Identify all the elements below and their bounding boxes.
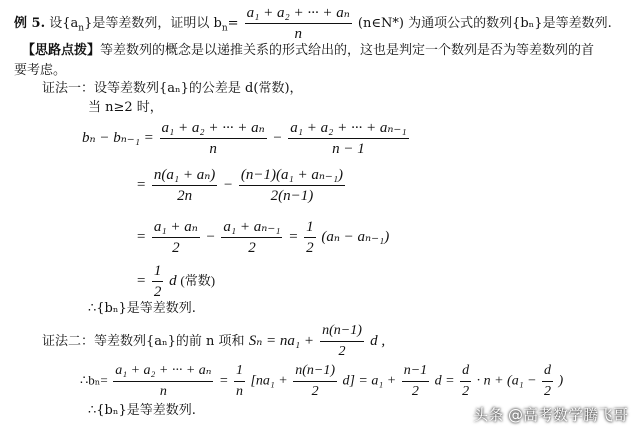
- proof2-frac-4: $\frac{n-1}{2}$: [403, 363, 428, 399]
- proof1-frac-half: $\frac{1}{2}$: [306, 219, 314, 256]
- proof1-frac-2: $\frac{\text{a₁ + a₂ + ··· + aₙ₋₁}}{n - 1}$: [290, 120, 407, 157]
- proof1-frac-1: $\frac{\text{a₁ + a₂ + ··· + aₙ}}{n}$: [161, 120, 265, 157]
- proof2-eq: ∴bₙ= $\frac{\text{a₁ + a₂ + ··· + aₙ}}{n}$ = $\frac{1}{n}$ [na₁ + $\frac{n(n-1)}{2}$ d] = a₁ + $\frac{n-1}{2}$ d = $\frac{d}{2}$ · n + (a₁ − $\frac{d}{2}$ ): [80, 363, 564, 399]
- example-label: 例 5.: [14, 16, 46, 31]
- example-fraction: $\frac{\text{a₁ + a₂ + ··· + aₙ}}{n}$: [246, 5, 350, 42]
- proof2-conclusion: ∴{bₙ}是等差数列.: [88, 403, 196, 418]
- proof1-frac-half-2: $\frac{1}{2}$: [153, 263, 162, 300]
- hint-label: 【思路点拨】: [22, 43, 101, 58]
- proof1-eq-2: = $\frac{\text{n(a₁ + aₙ)}}{2n}$ − $\frac{\text{(n−1)(a₁ + aₙ₋₁)}}{2(n-1)}$: [136, 167, 344, 204]
- proof2-frac-sn: $\frac{n(n-1)}{2}$: [322, 323, 362, 359]
- example-statement: 例 5. 设$\{a_n\}$是等差数列，证明以 $b_n=$ $\frac{\text{a₁ + a₂ + ··· + aₙ}}{n}$ (n∈N*) 为通项公式的数列{bₙ}是等差数列.: [14, 5, 612, 42]
- example-post: 为通项公式的数列{bₙ}是等差数列.: [408, 16, 612, 31]
- proof2-frac-5: $\frac{d}{2}$: [462, 363, 470, 399]
- proof2-frac-6: $\frac{d}{2}$: [544, 363, 552, 399]
- hint-line-2: 要考虑。: [14, 63, 67, 78]
- proof1-eq-3: = $\frac{\text{a₁ + aₙ}}{2}$ − $\frac{\text{a₁ + aₙ₋₁}}{2}$ = $\frac{1}{2}$ (aₙ − aₙ₋₁): [136, 219, 390, 256]
- example-pre: 设{a: [49, 16, 79, 31]
- hint-line-1: 【思路点拨】等差数列的概念是以递推关系的形式给出的，这也是判定一个数列是否为等差数列的首: [22, 43, 595, 58]
- proof2-intro: 证法二：等差数列{aₙ}的前 n 项和 Sₙ = na₁ + $\frac{n(n-1)}{2}$ d ,: [42, 323, 386, 359]
- example-condition: (n∈N*): [357, 16, 404, 31]
- watermark: 头条 @高考数学腾飞哥: [473, 406, 628, 424]
- proof2-frac-1: $\frac{\text{a₁ + a₂ + ··· + aₙ}}{n}$: [115, 363, 212, 399]
- proof1-eq-1: bₙ − bₙ₋₁ = $\frac{\text{a₁ + a₂ + ··· + aₙ}}{n}$ − $\frac{\text{a₁ + a₂ + ··· + aₙ₋₁}}{n - 1}$: [82, 120, 407, 157]
- proof1-frac-3: $\frac{\text{n(a₁ + aₙ)}}{2n}$: [153, 167, 216, 204]
- proof2-frac-2: $\frac{1}{n}$: [235, 363, 243, 399]
- proof1-conclusion: ∴{bₙ}是等差数列.: [88, 301, 196, 316]
- proof1-when: 当 n≥2 时，: [88, 100, 163, 115]
- proof1-intro: 证法一：设等差数列{aₙ}的公差是 d(常数)，: [42, 81, 303, 96]
- proof1-frac-5: $\frac{\text{a₁ + aₙ}}{2}$: [153, 219, 198, 256]
- proof2-frac-3: $\frac{n(n-1)}{2}$: [295, 363, 335, 399]
- proof1-frac-6: $\frac{\text{a₁ + aₙ₋₁}}{2}$: [223, 219, 281, 256]
- example-pre2: }是等差数列，证明以 b: [84, 16, 222, 31]
- proof1-eq-4: = $\frac{1}{2}$ d (常数): [136, 263, 216, 300]
- proof1-frac-4: $\frac{\text{(n−1)(a₁ + aₙ₋₁)}}{2(n-1)}$: [240, 167, 344, 204]
